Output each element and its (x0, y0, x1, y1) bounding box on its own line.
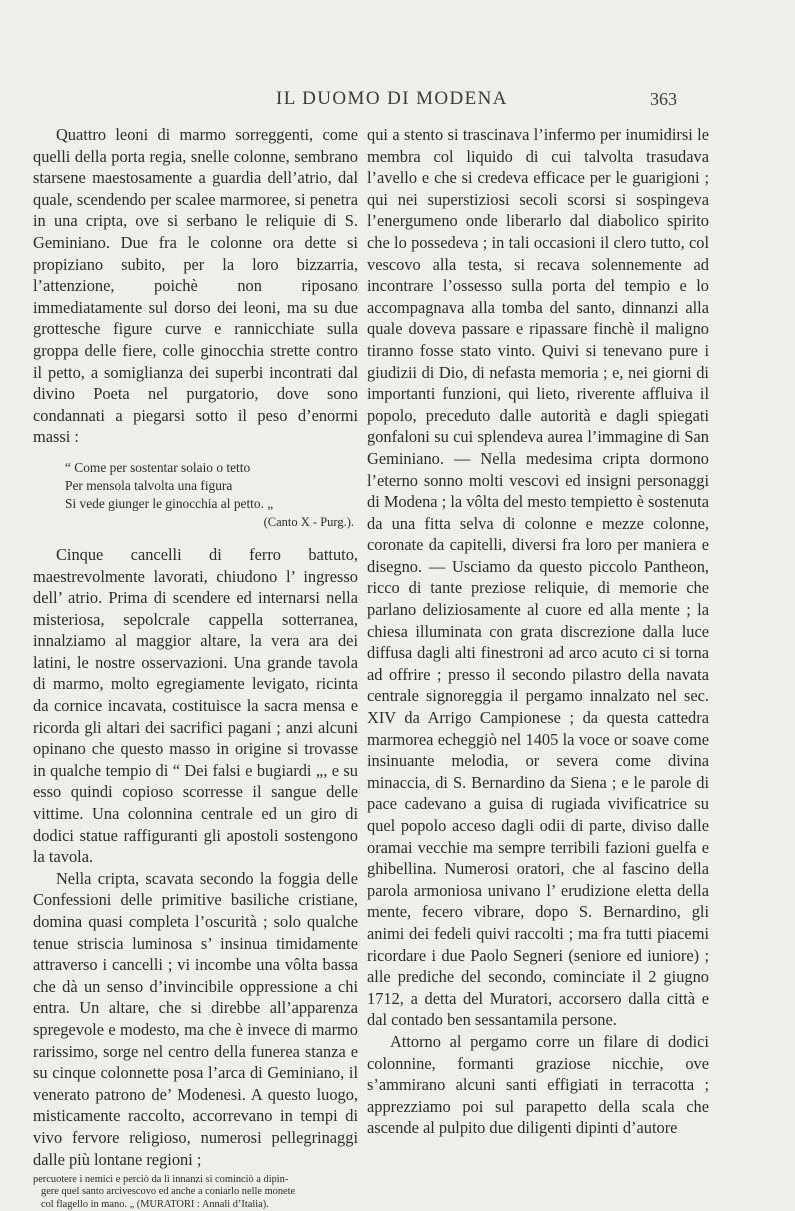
paragraph: Quattro leoni di marmo sorreggenti, come quelli della porta regia, snelle colonne, sembrano starsene maestosamente a guardia dell’atrio, dal quale, scendendo per scalee marmoree, si penetra in una cripta, ove si serbano le reliquie di S. Geminiano. Due fra le colonne ora dette si propiziano subito, per la loro bizzarria, l’attenzione, poichè non riposano immediatamente sul dorso dei leoni, ma su due grottesche figure curve e rannicchiate sulla groppa delle fiere, colle ginocchia strette contro il petto, a somiglianza dei superbi incontrati dal divino Poeta nel purgatorio, dove sono condannati a piegarsi sotto il peso d’enormi massi : (33, 125, 358, 447)
verse-line: “ Come per sostentar solaio o tetto (65, 459, 251, 475)
left-column (33, 124, 358, 1211)
paragraph: Cinque cancelli di ferro battuto, maestrevolmente lavorati, chiudono l’ ingresso dell’ atrio. Prima di scendere ed internarsi nella misteriosa, sepolcrale cappella sotterranea, innalziamo al maggior altare, la vera ara dei latini, le nostre osservazioni. Una grande tavola di marmo, molto egregiamente levigato, ricinta da cornice incavata, costituisce la sacra mensa e ricorda gli altari dei sacrifici pagani ; anzi alcuni opinano che questo masso in origine si trovasse in qualche tempio di “ Dei falsi e bugiardi „, e su esso quindi copioso scorresse il sangue delle vittime. Una colonnina centrale ed un giro di dodici statue raffiguranti gli apostoli sostengono la tavola. (33, 544, 358, 867)
running-title: IL DUOMO DI MODENA (276, 88, 508, 109)
verse-line: Per mensola talvolta una figura (65, 477, 233, 493)
verse-citation: (Canto X - Purg.). (263, 514, 354, 529)
footnote-line: percuotere i nemici e perciò da lì innanzi si cominciò a dipin- (33, 1174, 289, 1186)
page-header (0, 82, 795, 112)
footnote (33, 1174, 358, 1211)
dante-quotation (33, 459, 358, 531)
footnote-line: col flagello in mano. „ (MURATORI : Annali d’Italia). (41, 1198, 269, 1210)
paragraph: Nella cripta, scavata secondo la foggia delle Confessioni delle primitive basiliche cristiane, domina quasi completa l’oscurità ; solo qualche tenue striscia luminosa s’ insinua timidamente attraverso i cancelli ; vi incombe una vôlta bassa che dà un senso d’invincibile oppressione a chi entra. Un altare, che si direbbe all’apparenza spregevole e modesto, ma che è invece di marmo rarissimo, sorge nel centro della funerea stanza e su cinque colonnette posa l’arca di Geminiano, il venerato patrono de’ Modenesi. A questo luogo, misticamente raccolto, accorrevano in tempi di vivo fervore religioso, numerosi pellegrinaggi dalle più lontane regioni ; (33, 868, 358, 1169)
right-column (367, 124, 709, 1139)
verse-line: Si vede giunger le ginocchia al petto. „ (65, 495, 274, 511)
footnote-line: gere quel santo arcivescovo ed anche a coniarlo nelle monete (41, 1186, 296, 1198)
paragraph: Attorno al pergamo corre un filare di dodici colonnine, formanti graziose nicchie, ove s’ammirano alcuni santi effigiati in terracotta ; apprezziamo poi sul parapetto della scala che ascende al pulpito due diligenti dipinti d’autore (367, 1031, 709, 1138)
page-number: 363 (650, 89, 677, 109)
paragraph: qui a stento si trascinava l’infermo per inumidirsi le membra col liquido di cui talvolta trasudava l’avello e che si credeva efficace per le guarigioni ; qui nei superstiziosi secoli scorsi si sospingeva l’energumeno onde liberarlo dal diabolico spirito che lo possedeva ; in tali occasioni il clero tutto, col vescovo alla testa, si recava solennemente ad incontrare l’ossesso sulla porta del tempio e lo accompagnava alla tomba del santo, dinnanzi alla quale doveva passare e ripassare finchè il maligno tiranno fosse stato vinto. Quivi si tenevano pure i giudizii di Dio, di nefasta memoria ; e, nei giorni di importanti funzioni, qui lieto, riverente affluiva il popolo, preceduto dalle autorità e dagli spiegati gonfaloni su cui splendeva aurea l’immagine di San Geminiano. — Nella medesima cripta dormono l’eterno sonno molti vescovi ed insigni personaggi di Modena ; la vôlta del mesto tempietto è sostenuta da una fitta selva di colonne e mezze colonne, coronate da capitelli, diversi fra loro per maniera e disegno. — Usciamo da questo piccolo Pantheon, ricco di tante preziose reliquie, di memorie che parlano deliziosamente al cuore ed alla mente ; la chiesa illuminata con grata discrezione dalla luce diffusa dagli alti finestroni ad arco acuto ci si torna ad offrire ; presso il secondo pilastro della navata centrale signoreggia il pergamo innalzato nel sec. XIV da Arrigo Campionese ; da questa cattedra marmorea echeggiò nel 1405 la voce or soave come insinuante melodia, or severa come divina minaccia, di S. Bernardino da Siena ; e le parole di pace cadevano a guisa di rugiada vivificatrice su quel popolo acceso dagli odii di parte, diviso dalle oramai vecchie ma sempre terribili fazioni guelfa e ghibellina. Numerosi oratori, che al fascino della parola armoniosa univano l’ erudizione eletta della mente, fecero vibrare, dopo S. Bernardino, gli animi dei fedeli quivi raccolti ; ma fra tutti piacemi ricordare i due Paolo Segneri (seniore ed iuniore) ; alle prediche del secondo, cominciate il 2 giugno 1712, a detta del Muratori, accorsero dalla città e dal contado ben sessantamila persone. (367, 125, 709, 1030)
